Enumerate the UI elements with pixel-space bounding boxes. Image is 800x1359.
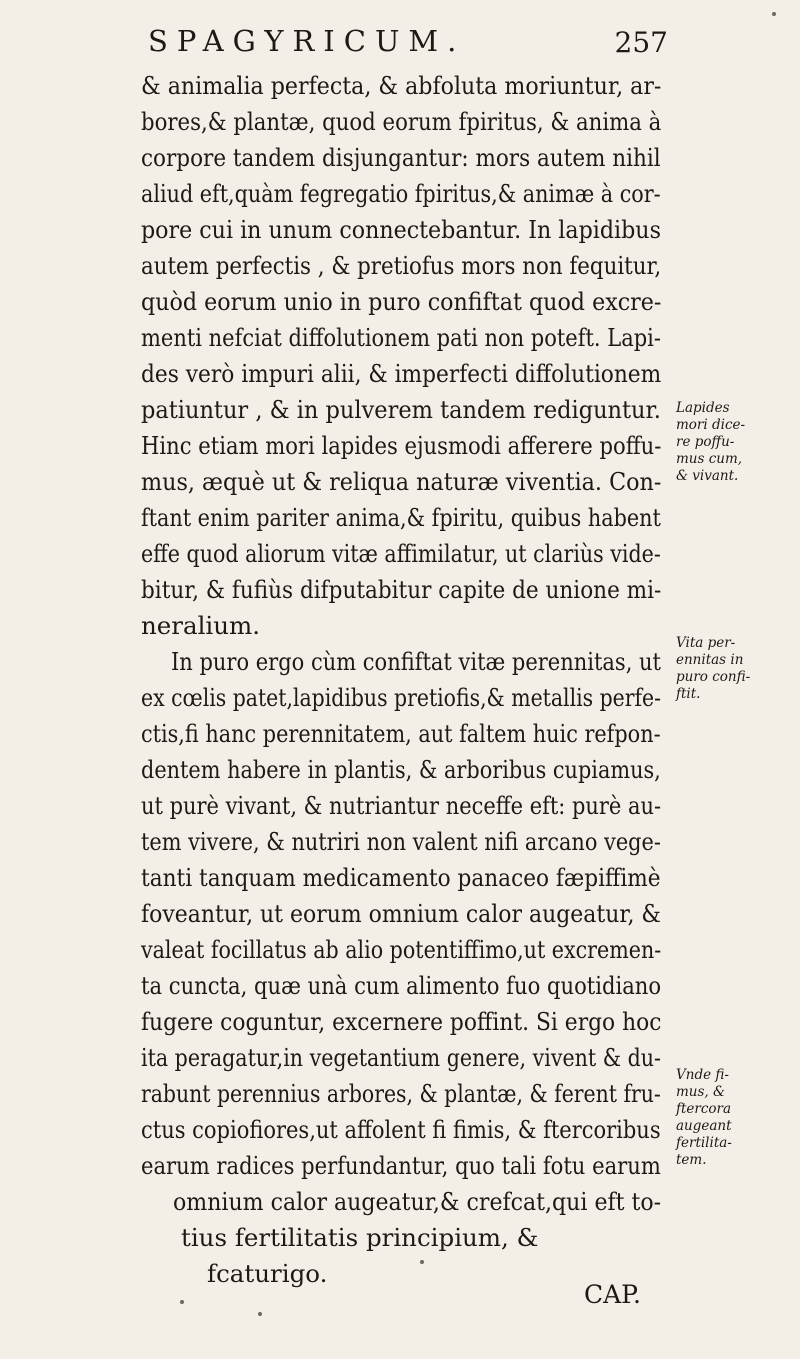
text-line: neralium. bbox=[141, 611, 261, 640]
text-line: fcaturigo. bbox=[207, 1259, 328, 1288]
text-line: aliud eft,quàm fegregatio fpiritus,& animæ à cor- bbox=[141, 179, 661, 208]
ink-speck bbox=[420, 1260, 424, 1264]
text-line: pore cui in unum connectebantur. In lapidibus bbox=[141, 215, 661, 244]
text-line: menti nefciat diffolutionem pati non poteft. Lapi- bbox=[141, 323, 661, 352]
marginal-note-line: ftercora bbox=[676, 1101, 732, 1117]
text-line: ctus copiofiores,ut affolent fi fimis, & ftercoribus bbox=[141, 1115, 661, 1144]
text-line: dentem habere in plantis, & arboribus cupiamus, bbox=[141, 755, 661, 784]
text-line: tanti tanquam medicamento panaceo fæpiffimè bbox=[141, 863, 661, 892]
marginal-note-line: Lapides bbox=[676, 400, 730, 416]
marginal-note-line: re poffu- bbox=[676, 434, 735, 450]
text-line: bitur, & fufiùs difputabitur capite de unione mi- bbox=[141, 575, 662, 604]
text-line: valeat focillatus ab alio potentiffimo,ut excremen- bbox=[141, 935, 662, 964]
running-title: SPAGYRICUM. bbox=[148, 24, 466, 58]
marginal-note-line: mus, & bbox=[676, 1084, 726, 1100]
text-line: effe quod aliorum vitæ affimilatur, ut clariùs vide- bbox=[141, 539, 661, 568]
text-line: tius fertilitatis principium, & bbox=[181, 1223, 539, 1252]
text-line: & animalia perfecta, & abfoluta moriuntur, ar- bbox=[141, 71, 662, 100]
text-line: foveantur, ut eorum omnium calor augeatur, & bbox=[141, 899, 661, 928]
marginal-note-line: puro confi- bbox=[676, 669, 751, 685]
marginal-note-line: augeant bbox=[676, 1118, 732, 1134]
text-line: corpore tandem disjungantur: mors autem nihil bbox=[141, 143, 661, 172]
text-line: mus, æquè ut & reliqua naturæ viventia. Con- bbox=[141, 467, 662, 496]
ink-speck bbox=[772, 12, 776, 16]
page-header bbox=[148, 8, 668, 60]
text-line: autem perfectis , & pretiofus mors non fequitur, bbox=[141, 251, 662, 280]
text-line: fugere coguntur, excernere poffint. Si ergo hoc bbox=[141, 1007, 662, 1036]
text-line: des verò impuri alii, & imperfecti diffolutionem bbox=[141, 359, 662, 388]
ink-speck bbox=[258, 1312, 262, 1316]
text-line: ctis,fi hanc perennitatem, aut faltem huic refpon- bbox=[141, 719, 661, 748]
ink-speck bbox=[180, 1300, 184, 1304]
text-line: quòd eorum unio in puro confiftat quod excre- bbox=[141, 287, 662, 316]
marginal-note-line: Vita per- bbox=[676, 635, 736, 651]
text-line: ut purè vivant, & nutriantur neceffe eft: purè au- bbox=[141, 791, 662, 820]
page-number: 257 bbox=[614, 26, 668, 59]
marginal-note-line: mori dice- bbox=[676, 417, 746, 433]
marginal-note bbox=[676, 1067, 796, 1169]
marginal-note-line: ftit. bbox=[676, 686, 701, 702]
text-line: bores,& plantæ, quod eorum fpiritus, & anima à bbox=[141, 107, 662, 136]
text-line: omnium calor augeatur,& crefcat,qui eft to- bbox=[173, 1187, 662, 1216]
text-line: earum radices perfundantur, quo tali fotu earum bbox=[141, 1151, 661, 1180]
text-line: ita peragatur,in vegetantium genere, vivent & du- bbox=[141, 1043, 661, 1072]
text-line: rabunt perennius arbores, & plantæ, & ferent fru- bbox=[141, 1079, 661, 1108]
marginal-note-line: Vnde fi- bbox=[676, 1067, 729, 1083]
text-line: In puro ergo cùm confiftat vitæ perennitas, ut bbox=[171, 647, 661, 676]
catchword: CAP. bbox=[584, 1280, 641, 1309]
marginal-note-line: ennitas in bbox=[676, 652, 744, 668]
text-line: ex cœlis patet,lapidibus pretiofis,& metallis perfe- bbox=[141, 683, 662, 712]
text-line: patiuntur , & in pulverem tandem rediguntur. bbox=[141, 395, 661, 424]
text-line: tem vivere, & nutriri non valent nifi arcano vege- bbox=[141, 827, 661, 856]
marginal-note-line: mus cum, bbox=[676, 451, 743, 467]
marginal-note bbox=[676, 400, 796, 485]
marginal-note bbox=[676, 635, 796, 703]
marginal-note-line: tem. bbox=[676, 1152, 707, 1168]
marginal-note-line: fertilita- bbox=[676, 1135, 732, 1151]
marginal-note-line: & vivant. bbox=[676, 468, 739, 484]
text-line: ta cuncta, quæ unà cum alimento fuo quotidiano bbox=[141, 971, 662, 1000]
text-line: Hinc etiam mori lapides ejusmodi afferere poffu- bbox=[141, 431, 662, 460]
text-line: ftant enim pariter anima,& fpiritu, quibus habent bbox=[141, 503, 661, 532]
